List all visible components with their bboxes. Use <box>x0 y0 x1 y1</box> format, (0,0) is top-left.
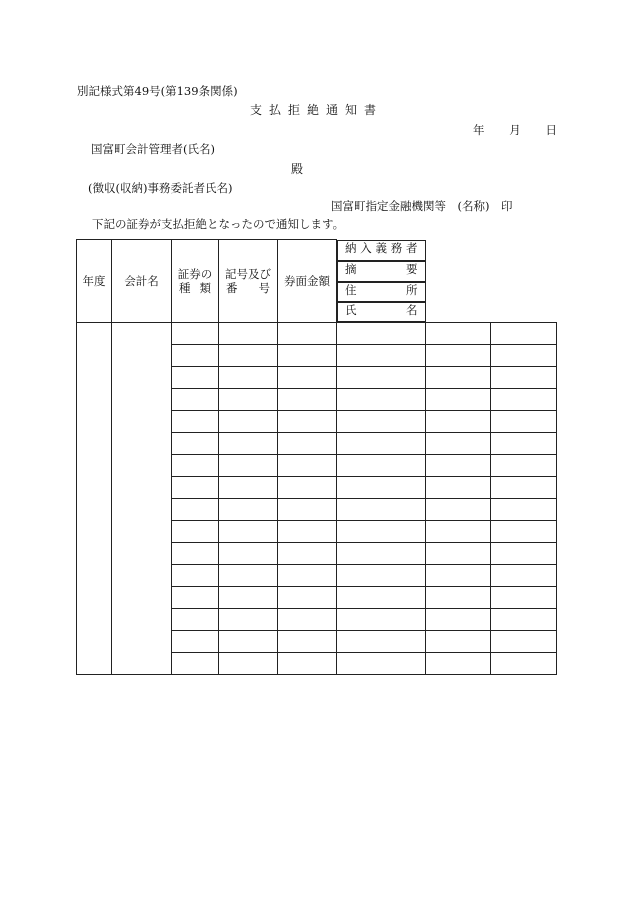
remarks-cell <box>491 608 557 630</box>
symbol-number-cell <box>219 498 278 520</box>
remarks-cell <box>491 388 557 410</box>
remarks-cell <box>491 586 557 608</box>
recipient-line: 国富町会計管理者(氏名) <box>91 142 215 156</box>
amount-cell <box>278 366 337 388</box>
col-header-symbol-number <box>219 240 278 323</box>
remarks-cell <box>491 630 557 652</box>
institution-line: 国富町指定金融機関等 (名称) 印 <box>331 199 513 213</box>
remarks-cell <box>491 564 557 586</box>
address-cell <box>337 476 426 498</box>
symbol-number-cell <box>219 476 278 498</box>
col-header-symbol-line1: 記号及び <box>225 266 271 281</box>
remarks-cell <box>491 652 557 674</box>
security-type-cell <box>172 542 219 564</box>
remarks-cell <box>491 498 557 520</box>
amount-cell <box>278 564 337 586</box>
remarks-cell <box>491 410 557 432</box>
name-cell <box>426 454 491 476</box>
address-cell <box>337 344 426 366</box>
amount-cell <box>278 454 337 476</box>
name-cell <box>426 344 491 366</box>
address-cell <box>337 366 426 388</box>
security-type-cell <box>172 344 219 366</box>
amount-cell <box>278 476 337 498</box>
col-header-symbol-line2: 番 号 <box>226 280 270 295</box>
amount-cell <box>278 432 337 454</box>
symbol-number-cell <box>219 608 278 630</box>
security-type-cell <box>172 322 219 344</box>
remarks-cell <box>491 454 557 476</box>
amount-cell <box>278 498 337 520</box>
symbol-number-cell <box>219 344 278 366</box>
address-cell <box>337 564 426 586</box>
security-type-cell <box>172 498 219 520</box>
symbol-number-cell <box>219 542 278 564</box>
name-cell <box>426 652 491 674</box>
col-header-year: 年度 <box>77 240 112 323</box>
date-year-label: 年 <box>473 123 485 137</box>
remarks-cell <box>491 476 557 498</box>
name-cell <box>426 410 491 432</box>
symbol-number-cell <box>219 410 278 432</box>
account-cell <box>112 322 172 674</box>
honorific: 殿 <box>291 162 304 176</box>
col-header-remarks: 摘 要 <box>337 261 426 282</box>
date-line <box>473 123 557 137</box>
col-header-amount: 券面金額 <box>278 240 337 323</box>
name-cell <box>426 366 491 388</box>
date-day-label: 日 <box>545 123 557 137</box>
address-cell <box>337 652 426 674</box>
col-header-security-type-line2: 種 類 <box>179 280 211 295</box>
amount-cell <box>278 586 337 608</box>
remarks-cell <box>491 432 557 454</box>
symbol-number-cell <box>219 586 278 608</box>
name-cell <box>426 586 491 608</box>
name-cell <box>426 564 491 586</box>
security-type-cell <box>172 586 219 608</box>
security-type-cell <box>172 652 219 674</box>
address-cell <box>337 454 426 476</box>
security-type-cell <box>172 410 219 432</box>
year-cell <box>77 322 112 674</box>
symbol-number-cell <box>219 520 278 542</box>
col-header-security-type-line1: 証券の <box>177 266 213 281</box>
table-row <box>77 322 557 344</box>
symbol-number-cell <box>219 630 278 652</box>
table-body <box>77 322 557 674</box>
remarks-cell <box>491 520 557 542</box>
col-header-account: 会計名 <box>112 240 172 323</box>
address-cell <box>337 322 426 344</box>
name-cell <box>426 608 491 630</box>
name-cell <box>426 476 491 498</box>
symbol-number-cell <box>219 652 278 674</box>
name-cell <box>426 498 491 520</box>
name-cell <box>426 432 491 454</box>
address-cell <box>337 432 426 454</box>
security-type-cell <box>172 454 219 476</box>
address-cell <box>337 608 426 630</box>
col-header-name: 氏 名 <box>337 302 426 322</box>
symbol-number-cell <box>219 366 278 388</box>
security-type-cell <box>172 564 219 586</box>
notice-text: 下記の証券が支払拒絶となったので通知します。 <box>92 217 345 231</box>
name-cell <box>426 630 491 652</box>
security-type-cell <box>172 520 219 542</box>
amount-cell <box>278 652 337 674</box>
security-type-cell <box>172 388 219 410</box>
address-cell <box>337 542 426 564</box>
security-type-cell <box>172 608 219 630</box>
address-cell <box>337 410 426 432</box>
address-cell <box>337 498 426 520</box>
amount-cell <box>278 608 337 630</box>
amount-cell <box>278 388 337 410</box>
form-number: 別記様式第49号(第139条関係) <box>77 84 238 98</box>
amount-cell <box>278 520 337 542</box>
remarks-cell <box>491 322 557 344</box>
name-cell <box>426 520 491 542</box>
address-cell <box>337 630 426 652</box>
symbol-number-cell <box>219 454 278 476</box>
col-header-security-type <box>172 240 219 323</box>
name-cell <box>426 388 491 410</box>
remarks-cell <box>491 344 557 366</box>
symbol-number-cell <box>219 388 278 410</box>
date-month-label: 月 <box>509 123 521 137</box>
amount-cell <box>278 410 337 432</box>
col-header-address: 住 所 <box>337 282 426 302</box>
address-cell <box>337 388 426 410</box>
symbol-number-cell <box>219 432 278 454</box>
amount-cell <box>278 542 337 564</box>
amount-cell <box>278 344 337 366</box>
symbol-number-cell <box>219 564 278 586</box>
name-cell <box>426 542 491 564</box>
security-type-cell <box>172 630 219 652</box>
col-header-payer: 納 入 義 務 者 <box>337 240 426 261</box>
symbol-number-cell <box>219 322 278 344</box>
security-type-cell <box>172 432 219 454</box>
rejection-table <box>76 239 557 675</box>
document-title: 支払拒絶通知書 <box>250 103 384 117</box>
agent-line: (徴収(収納)事務委託者氏名) <box>88 181 233 195</box>
amount-cell <box>278 322 337 344</box>
address-cell <box>337 586 426 608</box>
security-type-cell <box>172 366 219 388</box>
name-cell <box>426 322 491 344</box>
security-type-cell <box>172 476 219 498</box>
remarks-cell <box>491 542 557 564</box>
address-cell <box>337 520 426 542</box>
remarks-cell <box>491 366 557 388</box>
amount-cell <box>278 630 337 652</box>
